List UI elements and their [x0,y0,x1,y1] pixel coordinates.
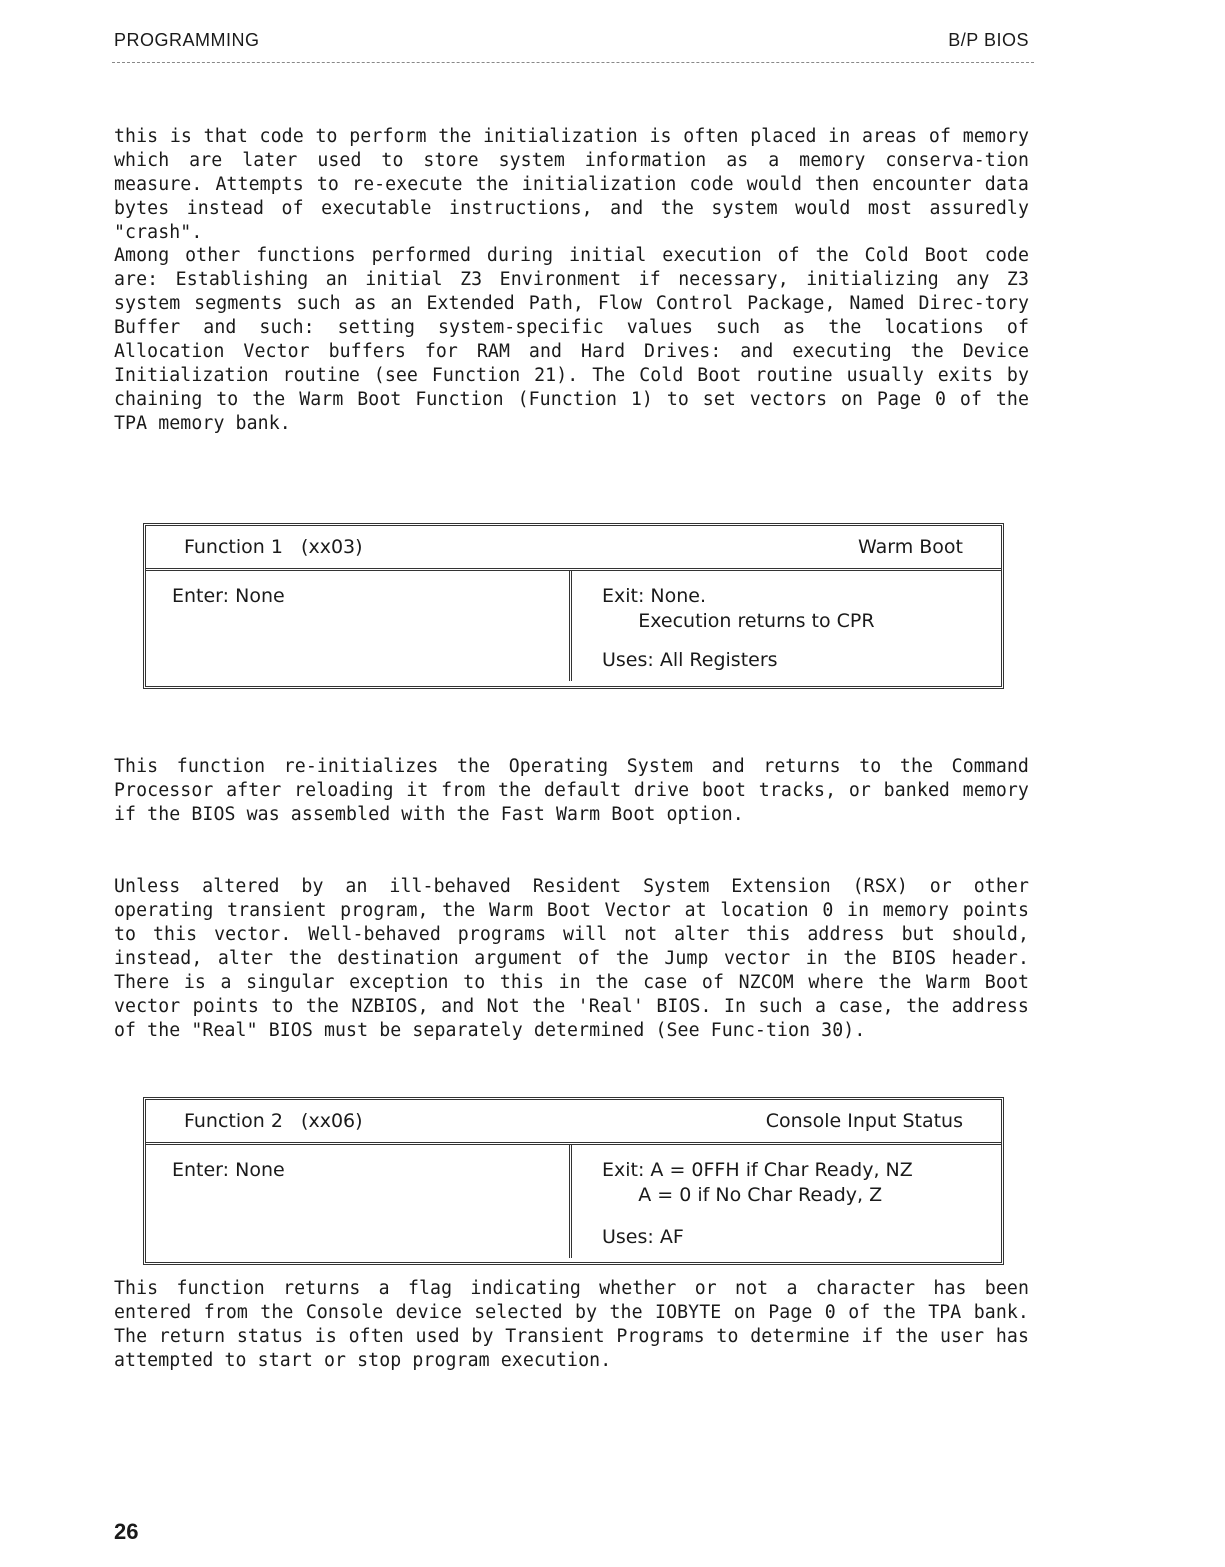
header-document-title: B/P BIOS [948,30,1029,50]
function-uses-text: Uses: All Registers [602,649,778,671]
function-title: Function 1 (xx03) [184,536,363,558]
paragraph-text: Among other functions performed during initial execution of the Cold Boot code are: Establishing an initial Z3 Environment if necessary, initializing any Z3 system segments such as an Extended Path, Flow Control Package, Named Direc-tory Buffer and such: setting system-specific values such as the locations of Allocation Vector buffers for RAM and Hard Drives: and executing the Device Initialization routine (see Function 21). The Cold Boot routine usually exits by chaining to the Warm Boot Function (Function 1) to set vectors on Page 0 of the TPA memory bank. [114,245,1029,434]
function-box-header [146,526,1001,571]
function-exit-line: Execution returns to CPR [602,610,875,632]
page-number: 26 [114,1519,139,1544]
header-rule [112,62,1034,63]
running-header [114,30,1029,51]
function-enter-cell [146,1145,572,1258]
paragraph-text: this is that code to perform the initialization is often placed in areas of memory which are later used to store system information as a memory conserva-tion measure. Attempts to re-execute the initialization code would then encounter data bytes instead of executable instructions, and the system would most assuredly "crash". [114,126,1029,243]
function-enter-text: Enter: None [172,1159,285,1181]
function-enter-text: Enter: None [172,585,285,607]
paragraph-console-status-description [114,1277,1029,1373]
paragraph-cold-boot-functions [114,244,1029,436]
function-exit-cell [572,571,1001,681]
header-section-title: PROGRAMMING [114,30,260,50]
paragraph-text: Unless altered by an ill-behaved Resident System Extension (RSX) or other operating transient program, the Warm Boot Vector at location 0 in memory points to this vector. Well-behaved programs will not alter this address but should, instead, alter the destination argument of the Jump vector in the BIOS header. There is a singular exception to this in the case of NZCOM where the Warm Boot vector points to the NZBIOS, and Not the 'Real' BIOS. In such a case, the address of the "Real" BIOS must be separately determined (See Func-tion 30). [114,876,1029,1041]
function-box-warm-boot [143,523,1004,689]
paragraph-cold-boot-memory [114,125,1029,245]
function-name: Console Input Status [765,1110,963,1132]
paragraph-warm-boot-description [114,755,1029,827]
function-uses-text: Uses: AF [602,1226,684,1248]
function-box-header [146,1100,1001,1145]
function-exit-cell [572,1145,1001,1258]
function-box-console-input-status [143,1097,1004,1265]
paragraph-text: This function re-initializes the Operating System and returns to the Command Processor after reloading it from the default drive boot tracks, or banked memory if the BIOS was assembled with the Fast Warm Boot option. [114,756,1029,825]
paragraph-text: This function returns a flag indicating whether or not a character has been entered from the Console device selected by the IOBYTE on Page 0 of the TPA bank. The return status is often used by Transient Programs to determine if the user has attempted to start or stop program execution. [114,1278,1029,1371]
function-title: Function 2 (xx06) [184,1110,363,1132]
function-enter-cell [146,571,572,681]
function-box-body [146,571,1001,681]
paragraph-warm-boot-vector [114,875,1029,1043]
function-exit-line: Exit: None. [602,585,707,607]
function-box-body [146,1145,1001,1258]
function-name: Warm Boot [858,536,963,558]
function-exit-line: Exit: A = 0FFH if Char Ready, NZ [602,1159,913,1181]
function-exit-line: A = 0 if No Char Ready, Z [602,1184,883,1206]
